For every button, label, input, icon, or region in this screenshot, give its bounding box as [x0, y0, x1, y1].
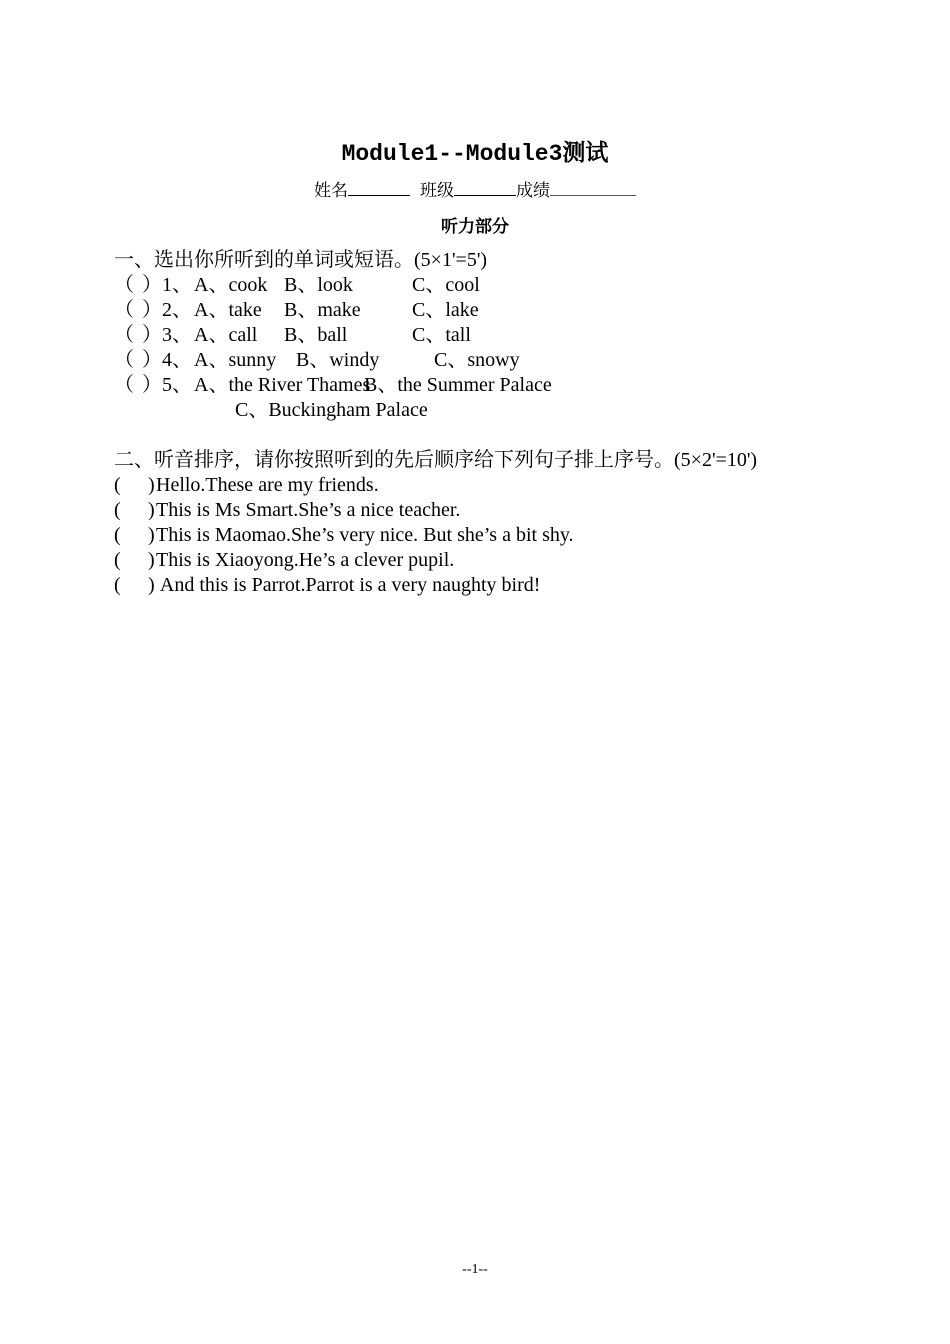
option-a: A、take [194, 299, 262, 321]
name-blank[interactable] [348, 179, 410, 196]
sentence-text: This is Xiaoyong.He’s a clever pupil. [156, 549, 455, 571]
option-b: B、the Summer Palace [364, 374, 552, 396]
order-bracket[interactable]: ( ) [114, 474, 155, 496]
option-a: A、call [194, 324, 258, 346]
question-number: 4、 [162, 349, 192, 371]
answer-bracket[interactable]: （ ） [114, 324, 162, 346]
score-blank[interactable] [550, 179, 636, 196]
option-a: A、cook [194, 274, 268, 296]
part2-sentence-1 [114, 473, 874, 498]
option-b: B、windy [296, 349, 380, 371]
part2-sentence-5 [114, 573, 874, 598]
order-bracket[interactable]: ( ) [114, 524, 155, 546]
listening-section-heading: 听力部分 [441, 217, 509, 236]
exam-content [114, 248, 874, 598]
option-c: C、cool [412, 274, 480, 296]
option-b: B、make [284, 299, 361, 321]
answer-bracket[interactable]: （ ） [114, 299, 162, 321]
part1-item-1 [114, 273, 874, 298]
question-number: 3、 [162, 324, 192, 346]
answer-bracket[interactable]: （ ） [114, 349, 162, 371]
score-label: 成绩 [516, 181, 550, 200]
class-label: 班级 [420, 181, 454, 200]
sentence-text: This is Ms Smart.She’s a nice teacher. [156, 499, 461, 521]
option-c: C、tall [412, 324, 471, 346]
order-bracket[interactable]: ( ) [114, 549, 155, 571]
sentence-text: And this is Parrot.Parrot is a very naughty bird! [156, 574, 541, 596]
student-info-line [0, 176, 950, 201]
question-number: 5、 [162, 374, 192, 396]
sentence-text: This is Maomao.She’s very nice. But she’s a bit shy. [156, 524, 574, 546]
page-title: Module1--Module3测试 [341, 141, 609, 167]
answer-bracket[interactable]: （ ） [114, 274, 162, 296]
order-bracket[interactable]: ( ) [114, 499, 155, 521]
part1-item-4 [114, 348, 874, 373]
option-a: A、sunny [194, 349, 277, 371]
name-label: 姓名 [314, 181, 348, 200]
page-number: --1-- [462, 1262, 488, 1277]
part2-sentence-3 [114, 523, 874, 548]
sentence-text: Hello.These are my friends. [156, 474, 379, 496]
option-b: B、ball [284, 324, 348, 346]
part2-sentence-4 [114, 548, 874, 573]
question-number: 2、 [162, 299, 192, 321]
order-bracket[interactable]: ( ) [114, 574, 155, 596]
question-number: 1、 [162, 274, 192, 296]
part1-heading: 一、选出你所听到的单词或短语。(5×1'=5') [114, 249, 488, 271]
part1-item-3 [114, 323, 874, 348]
option-c: C、Buckingham Palace [235, 399, 428, 421]
part1-item-5-continued [114, 398, 874, 423]
part2-heading: 二、听音排序，请你按照听到的先后顺序给下列句子排上序号。(5×2'=10') [114, 449, 758, 471]
option-a: A、the River Thames [194, 374, 371, 396]
option-b: B、look [284, 274, 353, 296]
part1-item-5 [114, 373, 874, 398]
part2-sentence-2 [114, 498, 874, 523]
class-blank[interactable] [454, 179, 516, 196]
part1-item-2 [114, 298, 874, 323]
option-c: C、lake [412, 299, 479, 321]
answer-bracket[interactable]: （ ） [114, 374, 162, 396]
option-c: C、snowy [434, 349, 520, 371]
